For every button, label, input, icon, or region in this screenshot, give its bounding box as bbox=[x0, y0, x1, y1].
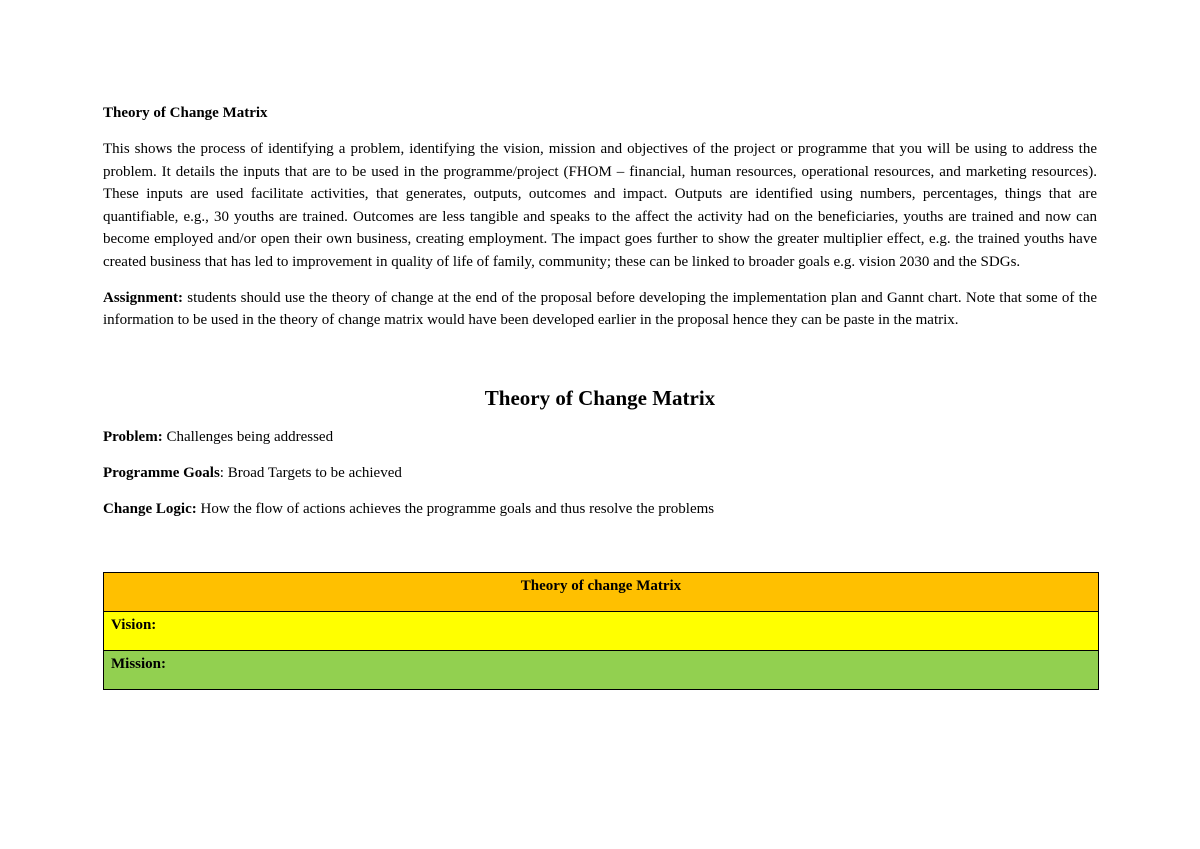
matrix-section-title: Theory of Change Matrix bbox=[484, 385, 716, 410]
intro-paragraph: This shows the process of identifying a problem, identifying the vision, mission and objectives of the project or programme that you will be using to address the problem. It details the inputs that are to be used in the programme/project (FHOM – financial, human resources, operational resources, and marketing resources). These inputs are used facilitate activities, that generates, outputs, outcomes and impact. Outputs are identified using numbers, percentages, things that are quantifiable, e.g., 30 youths are trained. Outcomes are less tangible and speaks to the affect the activity had on the beneficiaries, youths are trained and now can become employed and/or open their own business, creating employment. The impact goes further to show the greater multiplier effect, e.g. the trained youths have created business that has led to improvement in quality of life of family, community; these can be linked to broader goals e.g. vision 2030 and the SDGs. bbox=[103, 141, 1097, 270]
logic-line bbox=[103, 498, 1097, 520]
assignment-label: Assignment: bbox=[103, 289, 184, 306]
assignment-text: students should use the theory of change at the end of the proposal before developing the implementation plan and Gannt chart. Note that some of the information to be used in the theory of change matrix would have been developed earlier in the proposal hence they can be paste in the matrix. bbox=[103, 289, 1097, 329]
problem-label: Problem: bbox=[103, 428, 163, 445]
table-row-mission bbox=[104, 650, 1099, 689]
assignment-paragraph bbox=[103, 287, 1097, 332]
problem-text: Challenges being addressed bbox=[162, 428, 334, 445]
logic-label: Change Logic: bbox=[103, 500, 197, 517]
problem-line bbox=[103, 426, 1097, 448]
table-row-vision bbox=[104, 611, 1099, 650]
goals-text: : Broad Targets to be achieved bbox=[219, 464, 402, 481]
table-header-cell: Theory of change Matrix bbox=[104, 572, 1099, 611]
logic-text: How the flow of actions achieves the programme goals and thus resolve the problems bbox=[196, 500, 715, 517]
vision-cell[interactable]: Vision: bbox=[104, 611, 1099, 650]
goals-line bbox=[103, 462, 1097, 484]
theory-of-change-table bbox=[103, 572, 1099, 690]
table-header-row bbox=[104, 572, 1099, 611]
goals-label: Programme Goals bbox=[103, 464, 220, 481]
intro-heading: Theory of Change Matrix bbox=[103, 105, 268, 121]
document-page bbox=[103, 102, 1097, 690]
mission-cell[interactable]: Mission: bbox=[104, 650, 1099, 689]
